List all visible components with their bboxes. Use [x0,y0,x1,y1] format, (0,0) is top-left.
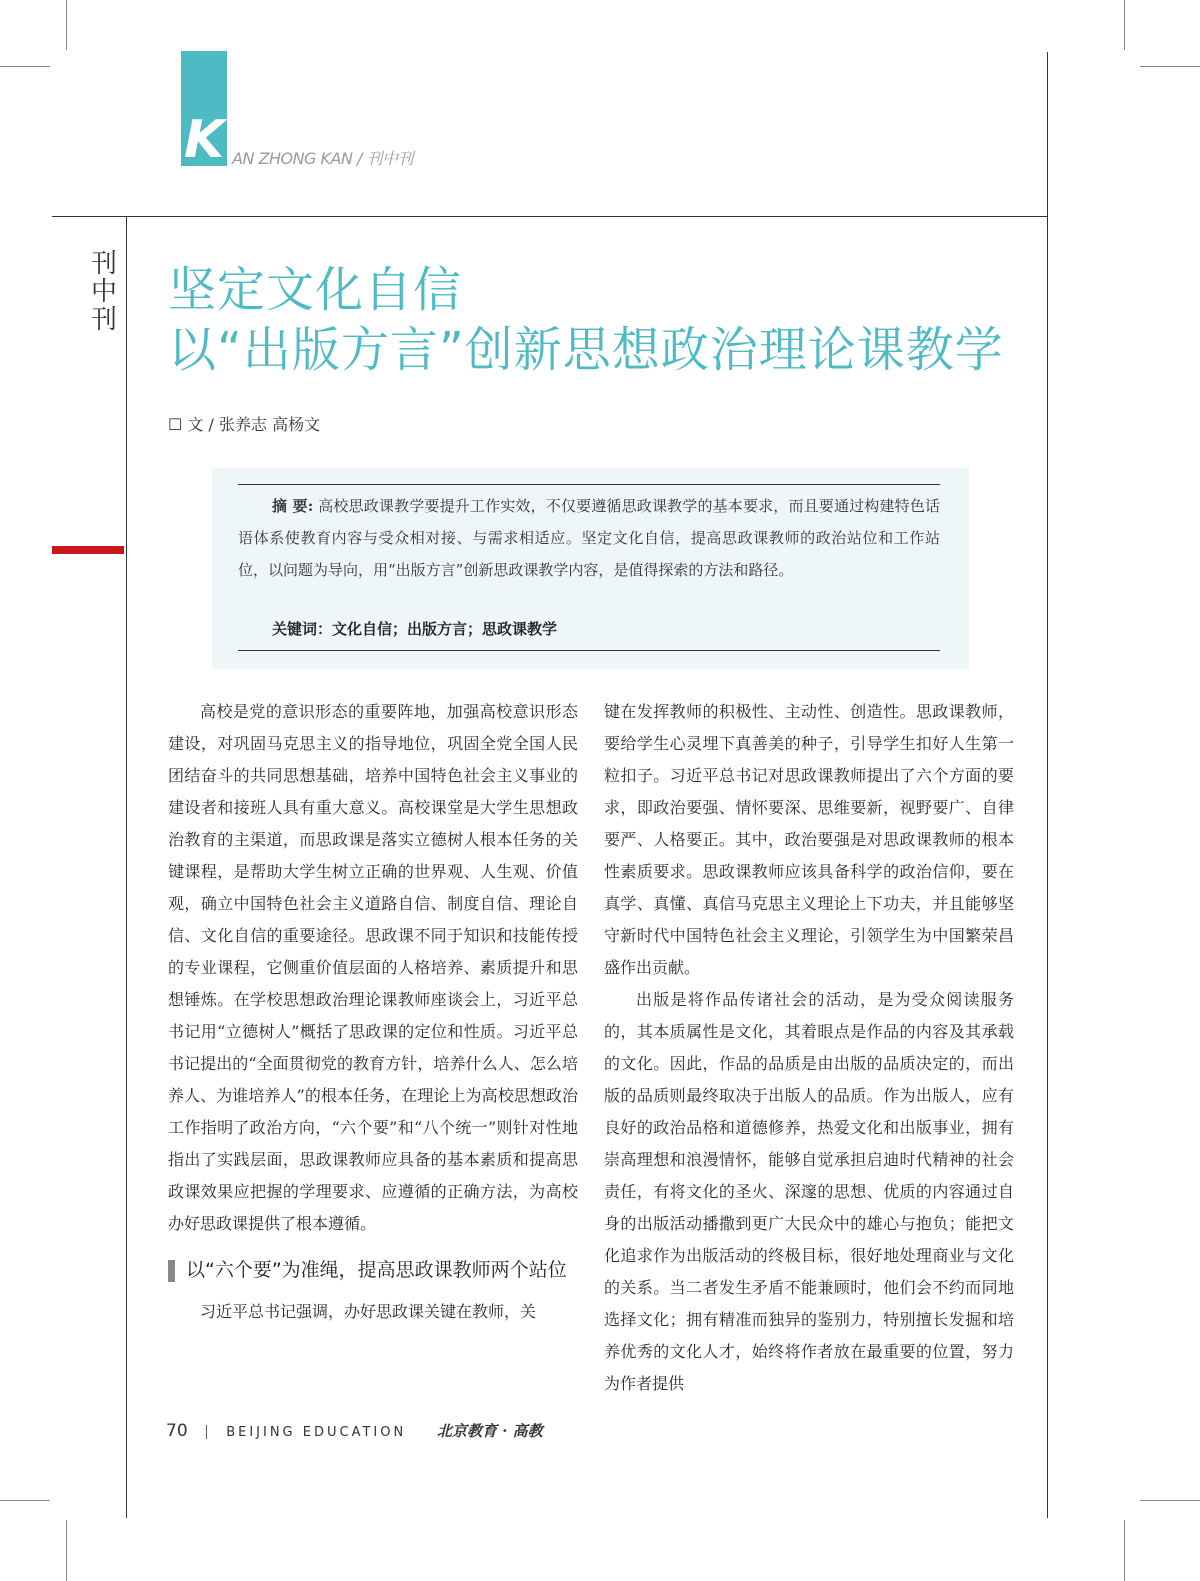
column-name-en: AN ZHONG KAN [232,149,353,168]
page-number: 70 [166,1421,188,1441]
paragraph: 习近平总书记强调，办好思政课关键在教师，关 [200,1302,537,1321]
byline: ☐ 文 / 张养志 高杨文 [168,415,321,434]
red-marker [52,546,124,554]
abstract-body: 高校思政课教学要提升工作实效，不仅要遵循思政课教学的基本要求，而且要通过构建特色话语体系使教育内容与受众相对接、与需求相适应。坚定文化自信，提高思政课教师的政治站位和工作站位，以问题为导向，用“出版方言”创新思政课教学内容，是值得探索的方法和路径。 [238,497,940,579]
crop-mark [1124,1520,1125,1581]
abstract-bottom-rule [238,650,940,651]
crop-mark [66,1520,67,1581]
footer-brand-cn: 北京教育 · 高教 [436,1422,543,1440]
column-logo-letter: K [184,110,225,170]
column-name-cn: / 刊中刊 [357,149,414,168]
crop-mark [0,1500,50,1501]
column-name [232,146,413,169]
abstract-text [238,490,940,586]
right-column [604,696,1014,1400]
footer-brand: BEIJING EDUCATION [226,1425,407,1440]
abstract-top-rule [238,484,940,485]
paragraph: 高校是党的意识形态的重要阵地，加强高校意识形态建设，对巩固马克思主义的指导地位，巩固全党全国人民团结奋斗的共同思想基础，培养中国特色社会主义事业的建设者和接班人具有重大意义。高校课堂是大学生思想政治教育的主渠道，而思政课是落实立德树人根本任务的关键课程，是帮助大学生树立正确的世界观、人生观、价值观，确立中国特色社会主义道路自信、制度自信、理论自信、文化自信的重要途径。思政课不同于知识和技能传授的专业课程，它侧重价值层面的人格培养、素质提升和思想锤炼。在学校思想政治理论课教师座谈会上，习近平总书记用“立德树人”概括了思政课的定位和性质。习近平总书记提出的“全面贯彻党的教育方针，培养什么人、怎么培养人、为谁培养人”的根本任务，在理论上为高校思想政治工作指明了政治方向，“六个要”和“八个统一”则针对性地指出了实践层面，思政课教师应具备的基本素质和提高思政课效果应把握的学理要求、应遵循的正确方法，为高校办好思政课提供了根本遵循。 [168,702,578,1233]
page-footer [166,1420,543,1441]
footer-divider [206,1425,207,1439]
keywords: 关键词：文化自信；出版方言；思政课教学 [272,620,558,638]
section-bar [168,1260,175,1282]
paragraph: 出版是将作品传诸社会的活动，是为受众阅读服务的，其本质属性是文化，其着眼点是作品的内容及其承载的文化。因此，作品的品质是由出版的品质决定的，而出版的品质则最终取决于出版人的品质。作为出版人，应有良好的政治品格和道德修养，热爱文化和出版事业，拥有崇高理想和浪漫情怀，能够自觉承担启迪时代精神的社会责任，有将文化的圣火、深邃的思想、优质的内容通过自身的出版活动播撒到更广大民众中的雄心与抱负；能把文化追求作为出版活动的终极目标，很好地处理商业与文化的关系。当二者发生矛盾不能兼顾时，他们会不约而同地选择文化；拥有精准而独异的鉴别力，特别擅长发掘和培养优秀的文化人才，始终将作者放在最重要的位置，努力为作者提供 [604,990,1014,1393]
crop-mark [1124,0,1125,50]
article-title-line2: 以“出版方言”创新思想政治理论课教学 [168,322,1004,378]
header-rule [52,216,1048,217]
abstract-box [212,468,969,669]
paragraph: 键在发挥教师的积极性、主动性、创造性。思政课教师，要给学生心灵埋下真善美的种子，引导学生扣好人生第一粒扣子。习近平总书记对思政课教师提出了六个方面的要求，即政治要强、情怀要深、思维要新，视野要广、自律要严、人格要正。其中，政治要强是对思政课教师的根本性素质要求。思政课教师应该具备科学的政治信仰，要在真学、真懂、真信马克思主义理论上下功夫，并且能够坚守新时代中国特色社会主义理论，引领学生为中国繁荣昌盛作出贡献。 [604,702,1014,977]
crop-mark [1140,66,1200,67]
article-title-line1: 坚定文化自信 [168,262,463,318]
crop-mark [66,0,67,50]
section-heading-text: 以“六个要”为准绳，提高思政课教师两个站位 [186,1259,567,1281]
crop-mark [0,66,50,67]
abstract-label: 摘 要: [272,497,314,515]
side-column-label: 刊中刊 [90,249,117,335]
left-column [168,696,578,1328]
crop-mark [1140,1500,1200,1501]
section-heading [168,1254,578,1286]
left-frame-rule [126,216,127,1518]
